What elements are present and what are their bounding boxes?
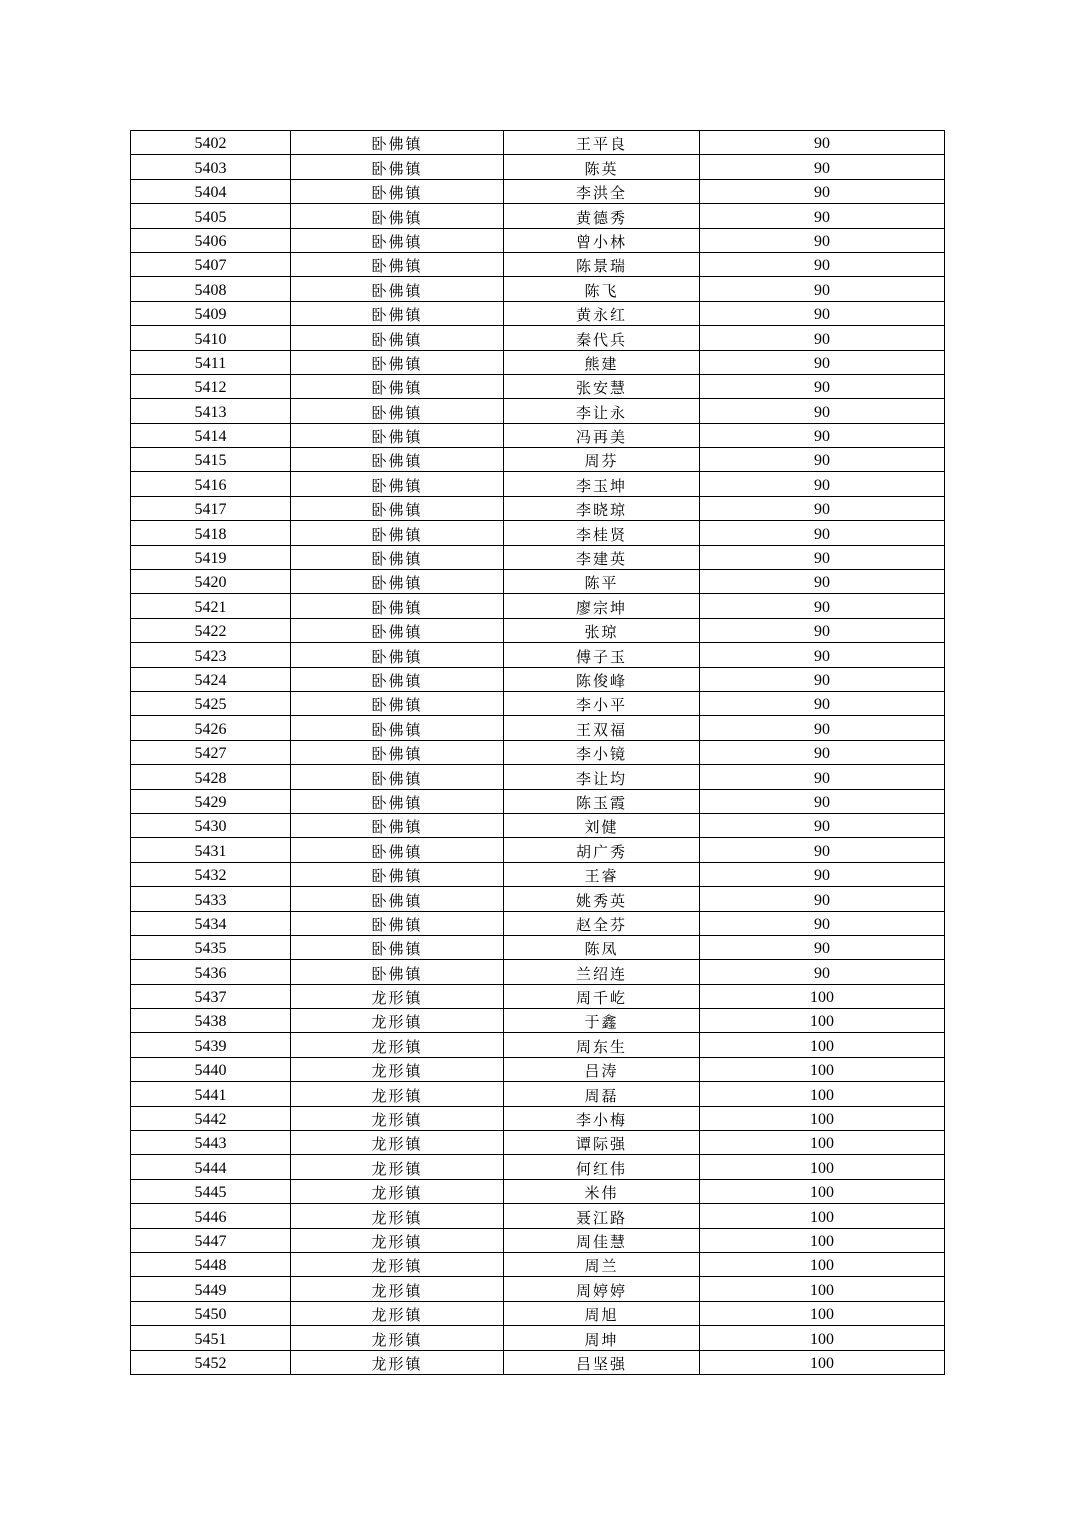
table-row: [131, 1228, 945, 1252]
name-cell: 李建英: [504, 545, 700, 569]
name-cell: 陈玉霞: [504, 789, 700, 813]
town-cell: 卧佛镇: [291, 399, 504, 423]
town-cell: 卧佛镇: [291, 448, 504, 472]
amount-cell: 100: [700, 1033, 945, 1057]
town-cell: 龙形镇: [291, 1106, 504, 1130]
town-cell: 卧佛镇: [291, 740, 504, 764]
amount-cell: 100: [700, 1228, 945, 1252]
serial-number-cell: 5444: [131, 1155, 291, 1179]
amount-cell: 90: [700, 838, 945, 862]
town-cell: 卧佛镇: [291, 935, 504, 959]
amount-cell: 100: [700, 1131, 945, 1155]
town-cell: 龙形镇: [291, 1326, 504, 1350]
serial-number-cell: 5407: [131, 252, 291, 276]
town-cell: 卧佛镇: [291, 594, 504, 618]
table-row: [131, 862, 945, 886]
serial-number-cell: 5406: [131, 228, 291, 252]
table-row: [131, 1301, 945, 1325]
serial-number-cell: 5449: [131, 1277, 291, 1301]
amount-cell: 90: [700, 887, 945, 911]
serial-number-cell: 5442: [131, 1106, 291, 1130]
name-cell: 赵全芬: [504, 911, 700, 935]
table-row: [131, 448, 945, 472]
table-row: [131, 350, 945, 374]
table-row: [131, 618, 945, 642]
town-cell: 卧佛镇: [291, 691, 504, 715]
town-cell: 龙形镇: [291, 1179, 504, 1203]
serial-number-cell: 5441: [131, 1082, 291, 1106]
town-cell: 卧佛镇: [291, 155, 504, 179]
table-row: [131, 1057, 945, 1081]
serial-number-cell: 5422: [131, 618, 291, 642]
table-row: [131, 716, 945, 740]
town-cell: 龙形镇: [291, 1009, 504, 1033]
name-cell: 李玉坤: [504, 472, 700, 496]
table-row: [131, 935, 945, 959]
serial-number-cell: 5436: [131, 960, 291, 984]
records-table: [130, 130, 945, 1375]
table-row: [131, 545, 945, 569]
name-cell: 李让均: [504, 765, 700, 789]
amount-cell: 100: [700, 1277, 945, 1301]
table-row: [131, 1131, 945, 1155]
serial-number-cell: 5451: [131, 1326, 291, 1350]
table-row: [131, 594, 945, 618]
town-cell: 卧佛镇: [291, 960, 504, 984]
table-row: [131, 667, 945, 691]
serial-number-cell: 5413: [131, 399, 291, 423]
town-cell: 龙形镇: [291, 984, 504, 1008]
amount-cell: 90: [700, 326, 945, 350]
table-row: [131, 423, 945, 447]
name-cell: 李小梅: [504, 1106, 700, 1130]
table-row: [131, 813, 945, 837]
table-row: [131, 301, 945, 325]
table-row: [131, 740, 945, 764]
town-cell: 卧佛镇: [291, 252, 504, 276]
name-cell: 陈凤: [504, 935, 700, 959]
amount-cell: 100: [700, 1204, 945, 1228]
table-row: [131, 960, 945, 984]
town-cell: 卧佛镇: [291, 643, 504, 667]
amount-cell: 90: [700, 716, 945, 740]
town-cell: 卧佛镇: [291, 765, 504, 789]
table-row: [131, 277, 945, 301]
serial-number-cell: 5433: [131, 887, 291, 911]
amount-cell: 100: [700, 984, 945, 1008]
name-cell: 张安慧: [504, 374, 700, 398]
town-cell: 卧佛镇: [291, 204, 504, 228]
amount-cell: 100: [700, 1057, 945, 1081]
amount-cell: 90: [700, 204, 945, 228]
serial-number-cell: 5424: [131, 667, 291, 691]
serial-number-cell: 5440: [131, 1057, 291, 1081]
town-cell: 卧佛镇: [291, 301, 504, 325]
town-cell: 龙形镇: [291, 1155, 504, 1179]
town-cell: 卧佛镇: [291, 374, 504, 398]
table-row: [131, 887, 945, 911]
table-row: [131, 643, 945, 667]
amount-cell: 90: [700, 228, 945, 252]
town-cell: 卧佛镇: [291, 716, 504, 740]
serial-number-cell: 5452: [131, 1350, 291, 1374]
town-cell: 龙形镇: [291, 1057, 504, 1081]
name-cell: 周磊: [504, 1082, 700, 1106]
name-cell: 周婷婷: [504, 1277, 700, 1301]
serial-number-cell: 5431: [131, 838, 291, 862]
serial-number-cell: 5430: [131, 813, 291, 837]
serial-number-cell: 5414: [131, 423, 291, 447]
serial-number-cell: 5448: [131, 1252, 291, 1276]
amount-cell: 90: [700, 521, 945, 545]
amount-cell: 100: [700, 1326, 945, 1350]
name-cell: 吕坚强: [504, 1350, 700, 1374]
serial-number-cell: 5405: [131, 204, 291, 228]
name-cell: 刘健: [504, 813, 700, 837]
serial-number-cell: 5438: [131, 1009, 291, 1033]
table-row: [131, 838, 945, 862]
serial-number-cell: 5412: [131, 374, 291, 398]
amount-cell: 90: [700, 399, 945, 423]
name-cell: 黄德秀: [504, 204, 700, 228]
name-cell: 陈俊峰: [504, 667, 700, 691]
name-cell: 王平良: [504, 131, 700, 155]
amount-cell: 90: [700, 374, 945, 398]
table-row: [131, 496, 945, 520]
serial-number-cell: 5432: [131, 862, 291, 886]
name-cell: 李小镜: [504, 740, 700, 764]
serial-number-cell: 5425: [131, 691, 291, 715]
name-cell: 李小平: [504, 691, 700, 715]
amount-cell: 90: [700, 960, 945, 984]
serial-number-cell: 5443: [131, 1131, 291, 1155]
serial-number-cell: 5417: [131, 496, 291, 520]
amount-cell: 90: [700, 301, 945, 325]
name-cell: 陈英: [504, 155, 700, 179]
serial-number-cell: 5402: [131, 131, 291, 155]
table-row: [131, 155, 945, 179]
town-cell: 卧佛镇: [291, 228, 504, 252]
serial-number-cell: 5418: [131, 521, 291, 545]
amount-cell: 90: [700, 252, 945, 276]
amount-cell: 90: [700, 618, 945, 642]
amount-cell: 90: [700, 813, 945, 837]
serial-number-cell: 5446: [131, 1204, 291, 1228]
amount-cell: 100: [700, 1106, 945, 1130]
name-cell: 周千屹: [504, 984, 700, 1008]
table-row: [131, 1009, 945, 1033]
name-cell: 傅子玉: [504, 643, 700, 667]
table-row: [131, 252, 945, 276]
amount-cell: 90: [700, 448, 945, 472]
name-cell: 于鑫: [504, 1009, 700, 1033]
table-row: [131, 521, 945, 545]
town-cell: 卧佛镇: [291, 496, 504, 520]
town-cell: 卧佛镇: [291, 887, 504, 911]
table-row: [131, 1350, 945, 1374]
serial-number-cell: 5410: [131, 326, 291, 350]
table-row: [131, 399, 945, 423]
name-cell: 何红伟: [504, 1155, 700, 1179]
table-row: [131, 1082, 945, 1106]
serial-number-cell: 5403: [131, 155, 291, 179]
name-cell: 张琼: [504, 618, 700, 642]
table-row: [131, 789, 945, 813]
table-row: [131, 1179, 945, 1203]
town-cell: 卧佛镇: [291, 911, 504, 935]
table-row: [131, 1252, 945, 1276]
name-cell: 周坤: [504, 1326, 700, 1350]
town-cell: 卧佛镇: [291, 667, 504, 691]
amount-cell: 90: [700, 131, 945, 155]
name-cell: 王睿: [504, 862, 700, 886]
town-cell: 卧佛镇: [291, 423, 504, 447]
name-cell: 兰绍连: [504, 960, 700, 984]
amount-cell: 90: [700, 862, 945, 886]
name-cell: 王双福: [504, 716, 700, 740]
table-row: [131, 1155, 945, 1179]
name-cell: 姚秀英: [504, 887, 700, 911]
amount-cell: 100: [700, 1082, 945, 1106]
records-body: [131, 131, 945, 1375]
town-cell: 龙形镇: [291, 1301, 504, 1325]
town-cell: 龙形镇: [291, 1252, 504, 1276]
table-row: [131, 911, 945, 935]
town-cell: 龙形镇: [291, 1277, 504, 1301]
serial-number-cell: 5435: [131, 935, 291, 959]
name-cell: 廖宗坤: [504, 594, 700, 618]
serial-number-cell: 5421: [131, 594, 291, 618]
town-cell: 卧佛镇: [291, 618, 504, 642]
serial-number-cell: 5447: [131, 1228, 291, 1252]
town-cell: 龙形镇: [291, 1204, 504, 1228]
table-row: [131, 179, 945, 203]
table-row: [131, 472, 945, 496]
serial-number-cell: 5427: [131, 740, 291, 764]
amount-cell: 90: [700, 911, 945, 935]
town-cell: 卧佛镇: [291, 472, 504, 496]
town-cell: 卧佛镇: [291, 813, 504, 837]
town-cell: 卧佛镇: [291, 179, 504, 203]
town-cell: 卧佛镇: [291, 789, 504, 813]
table-row: [131, 1106, 945, 1130]
serial-number-cell: 5419: [131, 545, 291, 569]
amount-cell: 90: [700, 179, 945, 203]
town-cell: 龙形镇: [291, 1228, 504, 1252]
town-cell: 卧佛镇: [291, 131, 504, 155]
name-cell: 胡广秀: [504, 838, 700, 862]
name-cell: 李洪全: [504, 179, 700, 203]
serial-number-cell: 5434: [131, 911, 291, 935]
name-cell: 李让永: [504, 399, 700, 423]
amount-cell: 90: [700, 472, 945, 496]
amount-cell: 90: [700, 740, 945, 764]
town-cell: 龙形镇: [291, 1131, 504, 1155]
amount-cell: 90: [700, 423, 945, 447]
name-cell: 周佳慧: [504, 1228, 700, 1252]
serial-number-cell: 5415: [131, 448, 291, 472]
serial-number-cell: 5420: [131, 570, 291, 594]
amount-cell: 90: [700, 667, 945, 691]
amount-cell: 90: [700, 570, 945, 594]
serial-number-cell: 5408: [131, 277, 291, 301]
town-cell: 龙形镇: [291, 1350, 504, 1374]
name-cell: 周东生: [504, 1033, 700, 1057]
name-cell: 秦代兵: [504, 326, 700, 350]
amount-cell: 90: [700, 789, 945, 813]
amount-cell: 100: [700, 1252, 945, 1276]
amount-cell: 90: [700, 643, 945, 667]
amount-cell: 90: [700, 935, 945, 959]
table-row: [131, 326, 945, 350]
amount-cell: 90: [700, 545, 945, 569]
town-cell: 卧佛镇: [291, 838, 504, 862]
serial-number-cell: 5439: [131, 1033, 291, 1057]
town-cell: 卧佛镇: [291, 350, 504, 374]
amount-cell: 90: [700, 277, 945, 301]
serial-number-cell: 5450: [131, 1301, 291, 1325]
table-row: [131, 1204, 945, 1228]
serial-number-cell: 5404: [131, 179, 291, 203]
table-row: [131, 691, 945, 715]
town-cell: 卧佛镇: [291, 862, 504, 886]
amount-cell: 90: [700, 691, 945, 715]
amount-cell: 100: [700, 1301, 945, 1325]
amount-cell: 90: [700, 594, 945, 618]
serial-number-cell: 5426: [131, 716, 291, 740]
serial-number-cell: 5428: [131, 765, 291, 789]
table-row: [131, 228, 945, 252]
amount-cell: 100: [700, 1009, 945, 1033]
town-cell: 卧佛镇: [291, 545, 504, 569]
name-cell: 熊建: [504, 350, 700, 374]
name-cell: 冯再美: [504, 423, 700, 447]
serial-number-cell: 5409: [131, 301, 291, 325]
name-cell: 周兰: [504, 1252, 700, 1276]
town-cell: 卧佛镇: [291, 326, 504, 350]
amount-cell: 90: [700, 765, 945, 789]
town-cell: 卧佛镇: [291, 570, 504, 594]
serial-number-cell: 5437: [131, 984, 291, 1008]
name-cell: 陈景瑞: [504, 252, 700, 276]
amount-cell: 100: [700, 1350, 945, 1374]
serial-number-cell: 5416: [131, 472, 291, 496]
amount-cell: 90: [700, 155, 945, 179]
table-row: [131, 984, 945, 1008]
name-cell: 周芬: [504, 448, 700, 472]
town-cell: 卧佛镇: [291, 521, 504, 545]
table-row: [131, 765, 945, 789]
table-row: [131, 131, 945, 155]
name-cell: 陈飞: [504, 277, 700, 301]
name-cell: 黄永红: [504, 301, 700, 325]
name-cell: 米伟: [504, 1179, 700, 1203]
name-cell: 李晓琼: [504, 496, 700, 520]
town-cell: 卧佛镇: [291, 277, 504, 301]
name-cell: 周旭: [504, 1301, 700, 1325]
town-cell: 龙形镇: [291, 1033, 504, 1057]
table-row: [131, 374, 945, 398]
table-row: [131, 1326, 945, 1350]
table-row: [131, 570, 945, 594]
table-row: [131, 1033, 945, 1057]
table-row: [131, 204, 945, 228]
amount-cell: 100: [700, 1155, 945, 1179]
serial-number-cell: 5411: [131, 350, 291, 374]
name-cell: 陈平: [504, 570, 700, 594]
name-cell: 谭际强: [504, 1131, 700, 1155]
table-row: [131, 1277, 945, 1301]
serial-number-cell: 5445: [131, 1179, 291, 1203]
amount-cell: 100: [700, 1179, 945, 1203]
amount-cell: 90: [700, 350, 945, 374]
serial-number-cell: 5429: [131, 789, 291, 813]
name-cell: 聂江路: [504, 1204, 700, 1228]
name-cell: 吕涛: [504, 1057, 700, 1081]
amount-cell: 90: [700, 496, 945, 520]
name-cell: 李桂贤: [504, 521, 700, 545]
town-cell: 龙形镇: [291, 1082, 504, 1106]
serial-number-cell: 5423: [131, 643, 291, 667]
name-cell: 曾小林: [504, 228, 700, 252]
